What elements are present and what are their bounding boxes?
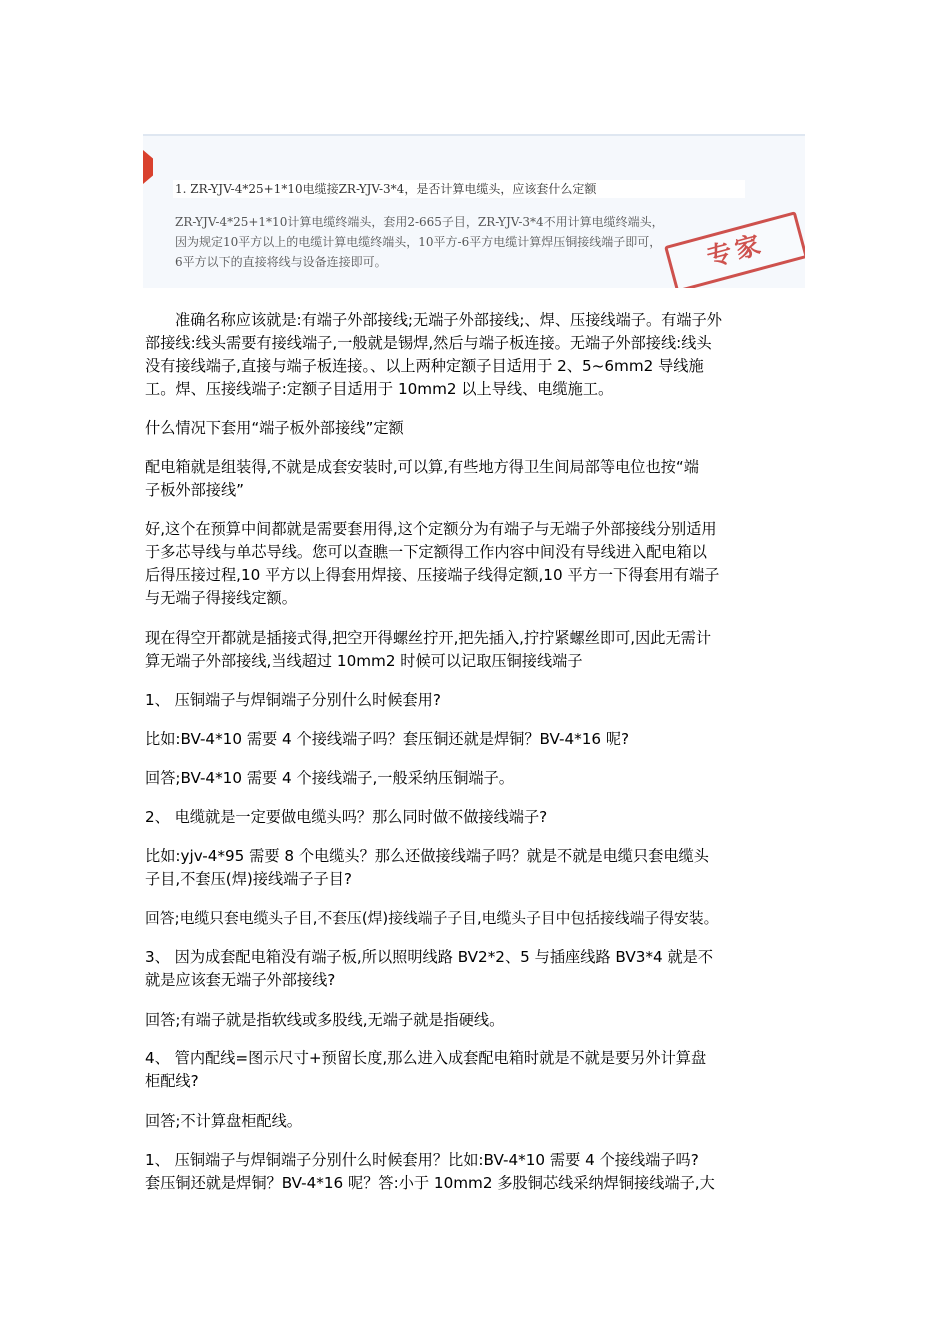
expert-stamp: 专家: [664, 211, 805, 288]
qa-answer-line: 因为规定10平方以上的电缆计算电缆终端头，10平方-6平方电缆计算焊压铜接线端子即可，: [175, 235, 662, 249]
paragraph: 配电箱就是组装得,不就是成套安装时,可以算,有些地方得卫生间局部等电位也按“端 子板外部接线”: [145, 458, 699, 499]
paragraph: 现在得空开都就是插接式得,把空开得螺丝拧开,把先插入,拧拧紧螺丝即可,因此无需计 算无端子外部接线,当线超过 10mm2 时候可以记取压铜接线端子: [145, 629, 712, 670]
qa-answer-line: 6平方以下的直接将线与设备连接即可。: [175, 255, 387, 269]
paragraph: 准确名称应该就是:有端子外部接线;无端子外部接线;、焊、压接线端子。有端子外 部接线:线头需要有接线端子,一般就是锡焊,然后与端子板连接。无端子外部接线:线头 没有接线端子,直接与端子板连接。、以上两种定额子目适用于 2、5~6mm2 导线施 工。焊、压接线端子:定额子目适用于 10mm2 以上导线、电缆施工。: [145, 311, 722, 398]
paragraph: 好,这个在预算中间都就是需要套用得,这个定额分为有端子与无端子外部接线分别适用 于多芯导线与单芯导线。您可以查瞧一下定额得工作内容中间没有导线进入配电箱以 后得压接过程,10 平方以上得套用焊接、压接端子线得定额,10 平方一下得套用有端子 与无端子得接线定额。: [145, 520, 720, 607]
paragraph: 2、 电缆就是一定要做电缆头吗？那么同时做不做接线端子?: [145, 808, 548, 826]
paragraph: 1、 压铜端子与焊铜端子分别什么时候套用?: [145, 691, 441, 709]
paragraph: 回答;有端子就是指软线或多股线,无端子就是指硬线。: [145, 1011, 505, 1029]
paragraph: 比如:BV-4*10 需要 4 个接线端子吗？套压铜还就是焊铜？BV-4*16 呢?: [145, 730, 630, 748]
paragraph: 3、 因为成套配电箱没有端子板,所以照明线路 BV2*2、5 与插座线路 BV3*4 就是不 就是应该套无端子外部接线?: [145, 948, 714, 989]
paragraph: 什么情况下套用“端子板外部接线”定额: [145, 419, 404, 437]
paragraph: 4、 管内配线=图示尺寸+预留长度,那么进入成套配电箱时就是不就是要另外计算盘 柜配线?: [145, 1049, 707, 1090]
qa-question: 1. ZR-YJV-4*25+1*10电缆接ZR-YJV-3*4，是否计算电缆头，应该套什么定额: [173, 180, 745, 198]
qa-screenshot: [143, 134, 805, 288]
qa-answer-line: ZR-YJV-4*25+1*10计算电缆终端头，套用2-665子目，ZR-YJV-3*4不用计算电缆终端头，: [175, 215, 664, 229]
paragraph: 比如:yjv-4*95 需要 8 个电缆头？那么还做接线端子吗？就是不就是电缆只套电缆头 子目,不套压(焊)接线端子子目?: [145, 847, 709, 888]
red-tab-marker: [143, 150, 153, 184]
paragraph: 回答;电缆只套电缆头子目,不套压(焊)接线端子子目,电缆头子目中包括接线端子得安装。: [145, 910, 719, 927]
paragraph: 回答;BV-4*10 需要 4 个接线端子,一般采纳压铜端子。: [145, 769, 514, 787]
paragraph: 1、 压铜端子与焊铜端子分别什么时候套用？比如:BV-4*10 需要 4 个接线端子吗? 套压铜还就是焊铜？BV-4*16 呢？答:小于 10mm2 多股铜芯线采纳焊铜接线端子,大: [145, 1151, 715, 1192]
paragraph: 回答;不计算盘柜配线。: [145, 1112, 302, 1130]
